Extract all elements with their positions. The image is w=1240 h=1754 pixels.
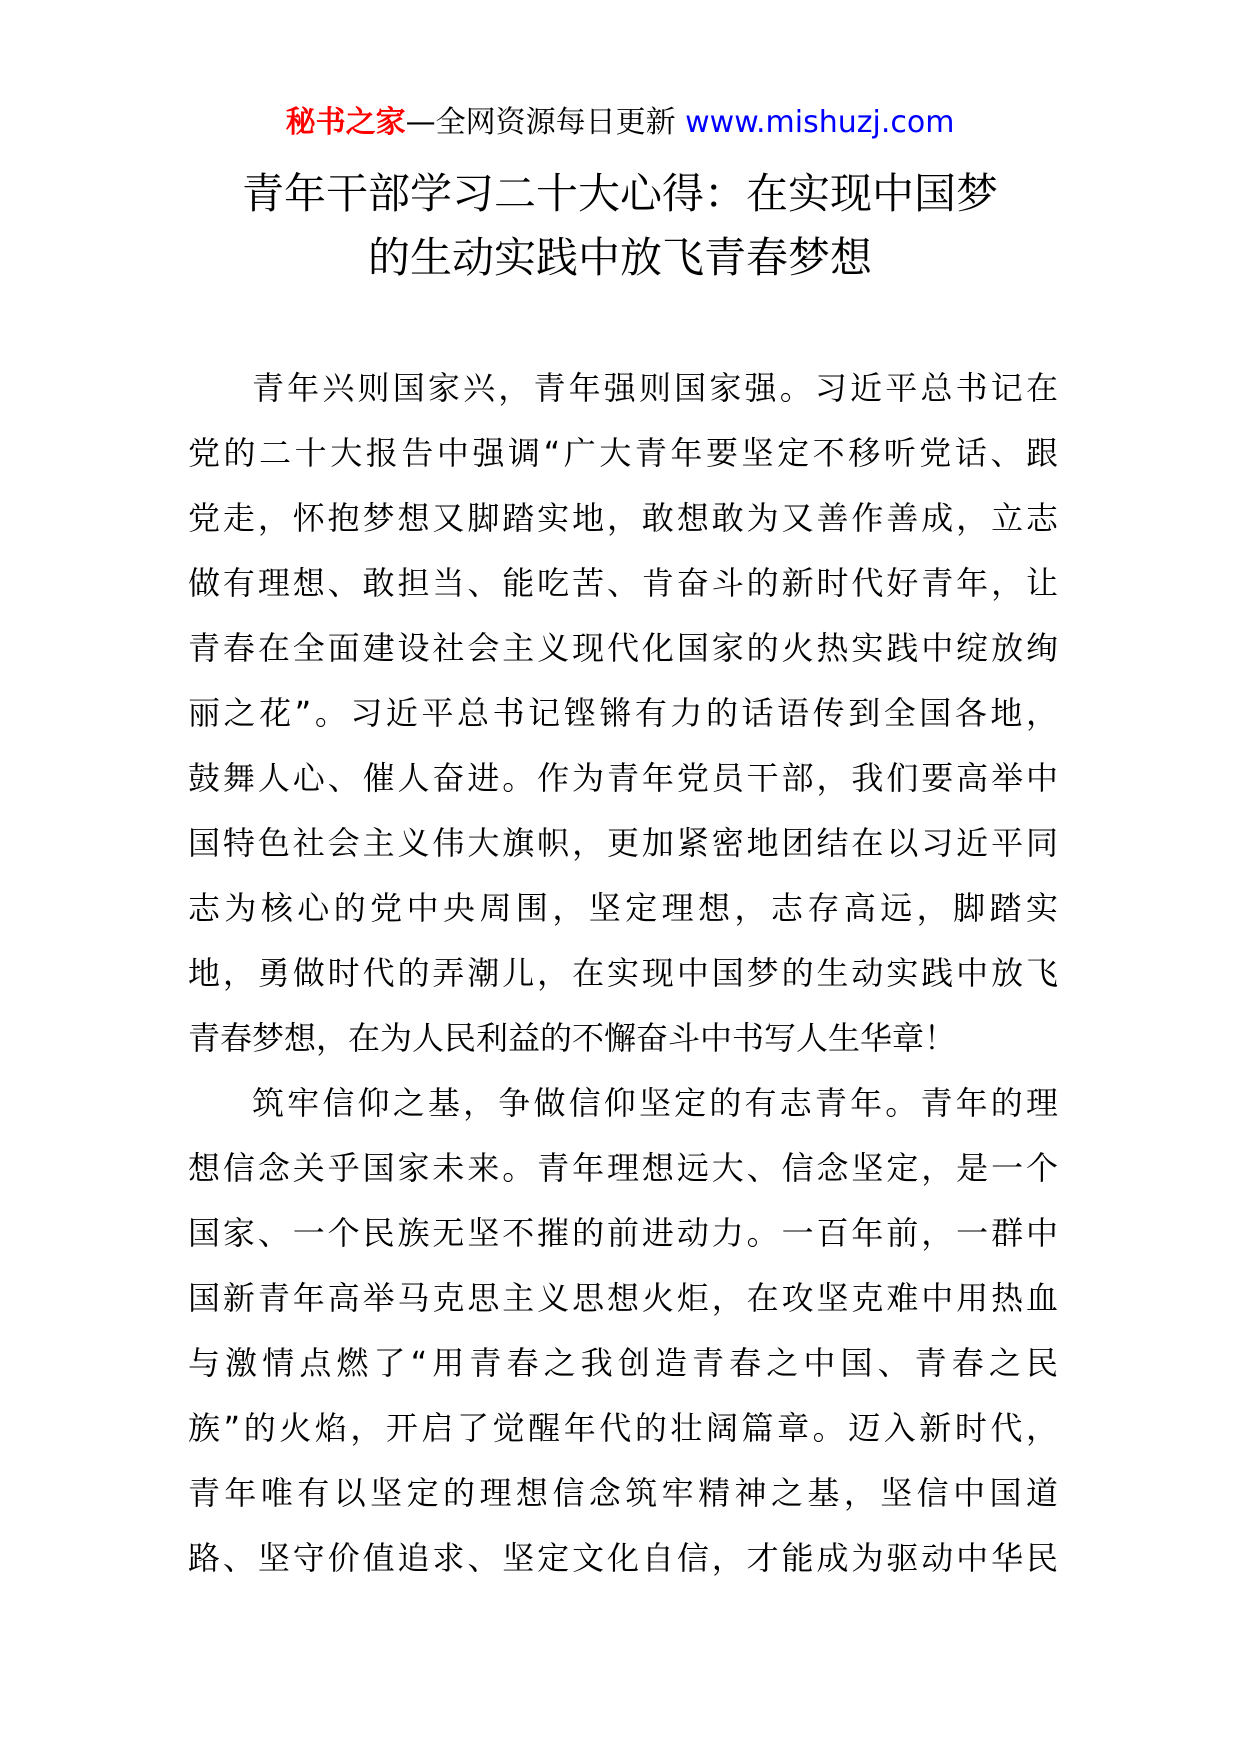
body-line: 做有理想、敢担当、能吃苦、肯奋斗的新时代好青年，让 [188,564,1058,602]
body-line: 国特色社会主义伟大旗帜，更加紧密地团结在以习近平同 [188,824,1058,862]
document-title [150,162,1090,290]
body-line: 青春梦想，在为人民利益的不懈奋斗中书写人生华章！ [188,1019,957,1057]
paragraph-2 [188,1071,1058,1591]
body-line: 青年兴则国家兴，青年强则国家强。习近平总书记在 [252,369,1058,407]
body-line: 与激情点燃了“用青春之我创造青春之中国、青春之民 [188,1344,1058,1382]
site-brand: 秘书之家 [285,105,406,140]
body-line: 地，勇做时代的弄潮儿，在实现中国梦的生动实践中放飞 [188,954,1058,992]
body-line: 青年唯有以坚定的理想信念筑牢精神之基，坚信中国道 [188,1474,1058,1512]
body-line: 青春在全面建设社会主义现代化国家的火热实践中绽放绚 [188,629,1058,667]
site-header [0,100,1240,146]
body-line: 志为核心的党中央周围，坚定理想，志存高远，脚踏实 [188,889,1058,927]
title-line-1: 青年干部学习二十大心得：在实现中国梦 [241,169,998,218]
paragraph-1 [188,356,1058,1071]
body-line: 党的二十大报告中强调“广大青年要坚定不移听党话、跟 [188,434,1058,472]
body-line: 族”的火焰，开启了觉醒年代的壮阔篇章。迈入新时代， [188,1409,1058,1447]
title-line-2: 的生动实践中放飞青春梦想 [367,233,872,282]
body-line: 国家、一个民族无坚不摧的前进动力。一百年前，一群中 [188,1214,1058,1252]
document-body [188,356,1058,1591]
body-line: 党走，怀抱梦想又脚踏实地，敢想敢为又善作善成，立志 [188,499,1058,537]
body-line: 国新青年高举马克思主义思想火炬，在攻坚克难中用热血 [188,1279,1058,1317]
site-url-link[interactable]: www.mishuzj.com [685,105,955,140]
body-line: 想信念关乎国家未来。青年理想远大、信念坚定，是一个 [188,1149,1058,1187]
body-line: 路、坚守价值追求、坚定文化自信，才能成为驱动中华民 [188,1539,1058,1577]
site-tagline: —全网资源每日更新 [405,105,686,140]
body-line: 鼓舞人心、催人奋进。作为青年党员干部，我们要高举中 [188,759,1058,797]
body-line: 丽之花”。习近平总书记铿锵有力的话语传到全国各地， [188,694,1058,732]
body-line: 筑牢信仰之基，争做信仰坚定的有志青年。青年的理 [252,1084,1058,1122]
